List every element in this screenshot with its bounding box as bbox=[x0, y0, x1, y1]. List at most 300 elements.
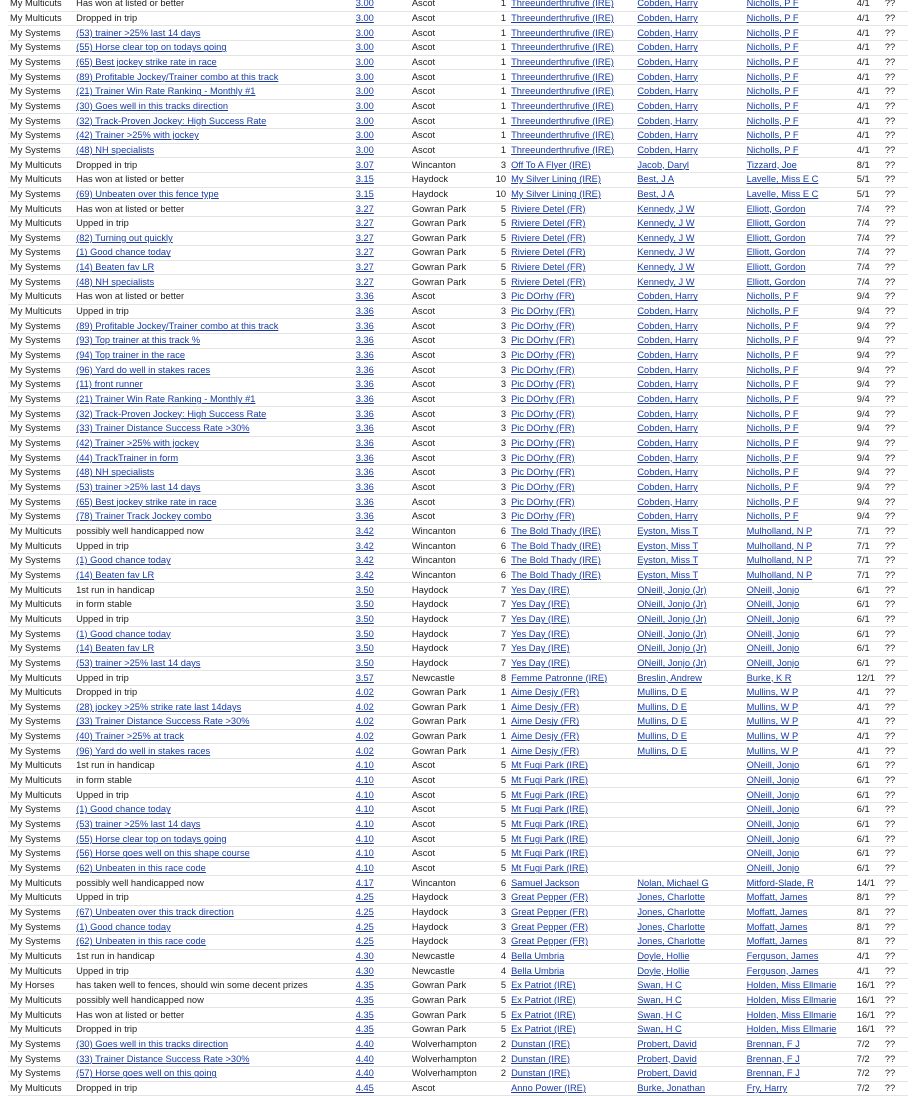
row-trainer-link[interactable]: Nicholls, P F bbox=[746, 335, 799, 346]
row-description-link[interactable]: (48) NH specialists bbox=[76, 144, 155, 155]
row-time-link[interactable]: 3.00 bbox=[355, 86, 374, 97]
row-description-link[interactable]: (62) Unbeaten in this race code bbox=[76, 936, 206, 947]
row-trainer-link[interactable]: Elliott, Gordon bbox=[746, 218, 806, 229]
row-trainer-link[interactable]: Nicholls, P F bbox=[746, 481, 799, 492]
row-time-link[interactable]: 3.15 bbox=[355, 174, 374, 185]
row-time-link[interactable]: 4.10 bbox=[355, 833, 374, 844]
row-horse-link[interactable]: The Bold Thady (IRE) bbox=[511, 525, 601, 536]
row-description-link[interactable]: (42) Trainer >25% with jockey bbox=[76, 438, 199, 449]
row-jockey-link[interactable]: Eyston, Miss T bbox=[637, 540, 699, 551]
row-horse-link[interactable]: Ex Patriot (IRE) bbox=[511, 980, 576, 991]
row-jockey-link[interactable]: Eyston, Miss T bbox=[637, 555, 699, 566]
row-trainer-link[interactable]: Mullins, W P bbox=[746, 687, 799, 698]
row-time-link[interactable]: 4.02 bbox=[355, 731, 374, 742]
row-time-link[interactable]: 4.35 bbox=[355, 1009, 374, 1020]
row-trainer-link[interactable]: Nicholls, P F bbox=[746, 130, 799, 141]
row-description-link[interactable]: (1) Good chance today bbox=[76, 247, 171, 258]
row-trainer-link[interactable]: Nicholls, P F bbox=[746, 27, 799, 38]
row-horse-link[interactable]: Yes Day (IRE) bbox=[511, 628, 570, 639]
row-horse-link[interactable]: Dunstan (IRE) bbox=[511, 1053, 570, 1064]
row-jockey-link[interactable]: ONeill, Jonjo (Jr) bbox=[637, 628, 707, 639]
row-jockey-link[interactable]: Doyle, Hollie bbox=[637, 965, 690, 976]
row-horse-link[interactable]: Pic DOrhy (FR) bbox=[511, 335, 575, 346]
row-trainer-link[interactable]: Nicholls, P F bbox=[746, 438, 799, 449]
row-time-link[interactable]: 3.50 bbox=[355, 584, 374, 595]
row-horse-link[interactable]: Dunstan (IRE) bbox=[511, 1068, 570, 1079]
row-jockey-link[interactable]: Cobden, Harry bbox=[637, 364, 698, 375]
row-time-link[interactable]: 3.00 bbox=[355, 27, 374, 38]
row-description-link[interactable]: (1) Good chance today bbox=[76, 804, 171, 815]
row-jockey-link[interactable]: Cobden, Harry bbox=[637, 130, 698, 141]
row-time-link[interactable]: 3.50 bbox=[355, 643, 374, 654]
row-jockey-link[interactable]: Doyle, Hollie bbox=[637, 950, 690, 961]
row-horse-link[interactable]: Riviere Detel (FR) bbox=[511, 218, 586, 229]
row-trainer-link[interactable]: Elliott, Gordon bbox=[746, 262, 806, 273]
row-trainer-link[interactable]: Tizzard, Joe bbox=[746, 159, 797, 170]
row-time-link[interactable]: 3.27 bbox=[355, 203, 374, 214]
row-time-link[interactable]: 4.02 bbox=[355, 701, 374, 712]
row-jockey-link[interactable]: Cobden, Harry bbox=[637, 394, 698, 405]
row-trainer-link[interactable]: Ferguson, James bbox=[746, 965, 819, 976]
row-jockey-link[interactable]: Mullins, D E bbox=[637, 716, 687, 727]
row-description-link[interactable]: (93) Top trainer at this track % bbox=[76, 335, 200, 346]
row-time-link[interactable]: 3.36 bbox=[355, 408, 374, 419]
row-trainer-link[interactable]: Nicholls, P F bbox=[746, 306, 799, 317]
row-trainer-link[interactable]: Mulholland, N P bbox=[746, 569, 813, 580]
row-trainer-link[interactable]: Nicholls, P F bbox=[746, 71, 799, 82]
row-horse-link[interactable]: Threeunderthrufive (IRE) bbox=[511, 130, 614, 141]
row-time-link[interactable]: 3.00 bbox=[355, 100, 374, 111]
row-horse-link[interactable]: Ex Patriot (IRE) bbox=[511, 1024, 576, 1035]
row-description-link[interactable]: (82) Turning out quickly bbox=[76, 232, 173, 243]
row-horse-link[interactable]: Riviere Detel (FR) bbox=[511, 203, 586, 214]
row-horse-link[interactable]: Pic DOrhy (FR) bbox=[511, 511, 575, 522]
row-time-link[interactable]: 3.42 bbox=[355, 569, 374, 580]
row-jockey-link[interactable]: Kennedy, J W bbox=[637, 232, 695, 243]
row-jockey-link[interactable]: Cobden, Harry bbox=[637, 511, 698, 522]
row-horse-link[interactable]: Mt Fugi Park (IRE) bbox=[511, 789, 589, 800]
row-horse-link[interactable]: Threeunderthrufive (IRE) bbox=[511, 27, 614, 38]
row-description-link[interactable]: (89) Profitable Jockey/Trainer combo at this track bbox=[76, 71, 279, 82]
row-horse-link[interactable]: Pic DOrhy (FR) bbox=[511, 350, 575, 361]
row-jockey-link[interactable]: Cobden, Harry bbox=[637, 452, 698, 463]
row-time-link[interactable]: 3.36 bbox=[355, 511, 374, 522]
row-description-link[interactable]: (30) Goes well in this tracks direction bbox=[76, 100, 229, 111]
row-horse-link[interactable]: My Silver Lining (IRE) bbox=[511, 188, 601, 199]
row-time-link[interactable]: 3.36 bbox=[355, 291, 374, 302]
row-trainer-link[interactable]: Brennan, F J bbox=[746, 1053, 800, 1064]
row-trainer-link[interactable]: Holden, Miss Ellmarie bbox=[746, 980, 837, 991]
row-horse-link[interactable]: Pic DOrhy (FR) bbox=[511, 306, 575, 317]
row-time-link[interactable]: 3.00 bbox=[355, 0, 374, 9]
row-jockey-link[interactable]: Kennedy, J W bbox=[637, 218, 695, 229]
row-jockey-link[interactable]: Nolan, Michael G bbox=[637, 877, 709, 888]
row-jockey-link[interactable]: Cobden, Harry bbox=[637, 12, 698, 23]
row-horse-link[interactable]: Threeunderthrufive (IRE) bbox=[511, 71, 614, 82]
row-trainer-link[interactable]: Brennan, F J bbox=[746, 1038, 800, 1049]
row-horse-link[interactable]: Aime Desjy (FR) bbox=[511, 731, 580, 742]
row-horse-link[interactable]: Threeunderthrufive (IRE) bbox=[511, 12, 614, 23]
row-horse-link[interactable]: Yes Day (IRE) bbox=[511, 643, 570, 654]
row-time-link[interactable]: 4.17 bbox=[355, 877, 374, 888]
row-jockey-link[interactable]: Cobden, Harry bbox=[637, 320, 698, 331]
row-description-link[interactable]: (33) Trainer Distance Success Rate >30% bbox=[76, 1053, 250, 1064]
row-horse-link[interactable]: Pic DOrhy (FR) bbox=[511, 320, 575, 331]
row-description-link[interactable]: (44) TrackTrainer in form bbox=[76, 452, 179, 463]
row-horse-link[interactable]: Riviere Detel (FR) bbox=[511, 232, 586, 243]
row-horse-link[interactable]: The Bold Thady (IRE) bbox=[511, 540, 601, 551]
row-trainer-link[interactable]: ONeill, Jonjo bbox=[746, 599, 800, 610]
row-trainer-link[interactable]: ONeill, Jonjo bbox=[746, 657, 800, 668]
row-time-link[interactable]: 3.07 bbox=[355, 159, 374, 170]
row-jockey-link[interactable]: Swan, H C bbox=[637, 980, 682, 991]
row-horse-link[interactable]: Bella Umbria bbox=[511, 950, 565, 961]
row-description-link[interactable]: (40) Trainer >25% at track bbox=[76, 731, 184, 742]
row-time-link[interactable]: 3.00 bbox=[355, 56, 374, 67]
row-horse-link[interactable]: Yes Day (IRE) bbox=[511, 613, 570, 624]
row-time-link[interactable]: 3.36 bbox=[355, 481, 374, 492]
row-time-link[interactable]: 3.15 bbox=[355, 188, 374, 199]
row-trainer-link[interactable]: Holden, Miss Ellmarie bbox=[746, 1009, 837, 1020]
row-time-link[interactable]: 4.25 bbox=[355, 892, 374, 903]
row-horse-link[interactable]: Pic DOrhy (FR) bbox=[511, 452, 575, 463]
row-horse-link[interactable]: Threeunderthrufive (IRE) bbox=[511, 86, 614, 97]
row-horse-link[interactable]: Off To A Flyer (IRE) bbox=[511, 159, 591, 170]
row-jockey-link[interactable]: Burke, Jonathan bbox=[637, 1082, 706, 1093]
row-jockey-link[interactable]: Cobden, Harry bbox=[637, 379, 698, 390]
row-trainer-link[interactable]: ONeill, Jonjo bbox=[746, 613, 800, 624]
row-time-link[interactable]: 4.45 bbox=[355, 1082, 374, 1093]
row-horse-link[interactable]: Yes Day (IRE) bbox=[511, 657, 570, 668]
row-jockey-link[interactable]: Cobden, Harry bbox=[637, 100, 698, 111]
row-horse-link[interactable]: Mt Fugi Park (IRE) bbox=[511, 775, 589, 786]
row-jockey-link[interactable]: Probert, David bbox=[637, 1038, 697, 1049]
row-time-link[interactable]: 3.36 bbox=[355, 467, 374, 478]
row-description-link[interactable]: (42) Trainer >25% with jockey bbox=[76, 130, 199, 141]
row-jockey-link[interactable]: Cobden, Harry bbox=[637, 71, 698, 82]
row-jockey-link[interactable]: Cobden, Harry bbox=[637, 144, 698, 155]
row-horse-link[interactable]: Pic DOrhy (FR) bbox=[511, 423, 575, 434]
row-trainer-link[interactable]: Brennan, F J bbox=[746, 1068, 800, 1079]
row-horse-link[interactable]: Threeunderthrufive (IRE) bbox=[511, 56, 614, 67]
row-horse-link[interactable]: Great Pepper (FR) bbox=[511, 936, 589, 947]
row-jockey-link[interactable]: Best, J A bbox=[637, 188, 675, 199]
row-jockey-link[interactable]: Cobden, Harry bbox=[637, 467, 698, 478]
row-horse-link[interactable]: Aime Desjy (FR) bbox=[511, 687, 580, 698]
row-horse-link[interactable]: Pic DOrhy (FR) bbox=[511, 394, 575, 405]
row-horse-link[interactable]: Mt Fugi Park (IRE) bbox=[511, 804, 589, 815]
row-horse-link[interactable]: Ex Patriot (IRE) bbox=[511, 1009, 576, 1020]
row-trainer-link[interactable]: Nicholls, P F bbox=[746, 42, 799, 53]
row-trainer-link[interactable]: Nicholls, P F bbox=[746, 0, 799, 9]
row-jockey-link[interactable]: Eyston, Miss T bbox=[637, 569, 699, 580]
row-time-link[interactable]: 3.00 bbox=[355, 144, 374, 155]
row-jockey-link[interactable]: Cobden, Harry bbox=[637, 438, 698, 449]
row-jockey-link[interactable]: Cobden, Harry bbox=[637, 42, 698, 53]
row-time-link[interactable]: 3.50 bbox=[355, 628, 374, 639]
row-horse-link[interactable]: Mt Fugi Park (IRE) bbox=[511, 760, 589, 771]
row-jockey-link[interactable]: Probert, David bbox=[637, 1053, 697, 1064]
row-trainer-link[interactable]: Nicholls, P F bbox=[746, 408, 799, 419]
row-description-link[interactable]: (62) Unbeaten in this race code bbox=[76, 863, 206, 874]
row-trainer-link[interactable]: Nicholls, P F bbox=[746, 144, 799, 155]
row-trainer-link[interactable]: Moffatt, James bbox=[746, 921, 808, 932]
row-trainer-link[interactable]: Lavelle, Miss E C bbox=[746, 188, 819, 199]
row-time-link[interactable]: 3.42 bbox=[355, 540, 374, 551]
row-trainer-link[interactable]: Mullins, W P bbox=[746, 716, 799, 727]
row-description-link[interactable]: (1) Good chance today bbox=[76, 921, 171, 932]
row-horse-link[interactable]: Aime Desjy (FR) bbox=[511, 716, 580, 727]
row-trainer-link[interactable]: Fry, Harry bbox=[746, 1082, 788, 1093]
row-trainer-link[interactable]: Nicholls, P F bbox=[746, 379, 799, 390]
row-jockey-link[interactable]: Cobden, Harry bbox=[637, 423, 698, 434]
row-trainer-link[interactable]: Elliott, Gordon bbox=[746, 232, 806, 243]
row-description-link[interactable]: (53) trainer >25% last 14 days bbox=[76, 657, 201, 668]
row-description-link[interactable]: (65) Best jockey strike rate in race bbox=[76, 56, 217, 67]
row-jockey-link[interactable]: Kennedy, J W bbox=[637, 276, 695, 287]
row-time-link[interactable]: 4.40 bbox=[355, 1068, 374, 1079]
row-horse-link[interactable]: Ex Patriot (IRE) bbox=[511, 994, 576, 1005]
row-time-link[interactable]: 3.42 bbox=[355, 525, 374, 536]
row-time-link[interactable]: 3.36 bbox=[355, 452, 374, 463]
row-description-link[interactable]: (96) Yard do well in stakes races bbox=[76, 745, 211, 756]
row-trainer-link[interactable]: ONeill, Jonjo bbox=[746, 760, 800, 771]
row-trainer-link[interactable]: Ferguson, James bbox=[746, 950, 819, 961]
row-time-link[interactable]: 3.00 bbox=[355, 42, 374, 53]
row-jockey-link[interactable]: Kennedy, J W bbox=[637, 262, 695, 273]
row-trainer-link[interactable]: Holden, Miss Ellmarie bbox=[746, 1024, 837, 1035]
row-horse-link[interactable]: Riviere Detel (FR) bbox=[511, 276, 586, 287]
row-jockey-link[interactable]: Probert, David bbox=[637, 1068, 697, 1079]
row-time-link[interactable]: 4.40 bbox=[355, 1038, 374, 1049]
row-horse-link[interactable]: Mt Fugi Park (IRE) bbox=[511, 833, 589, 844]
row-time-link[interactable]: 4.25 bbox=[355, 936, 374, 947]
row-trainer-link[interactable]: Nicholls, P F bbox=[746, 394, 799, 405]
row-time-link[interactable]: 3.36 bbox=[355, 438, 374, 449]
row-time-link[interactable]: 4.35 bbox=[355, 980, 374, 991]
row-time-link[interactable]: 3.36 bbox=[355, 496, 374, 507]
row-horse-link[interactable]: Riviere Detel (FR) bbox=[511, 247, 586, 258]
row-time-link[interactable]: 3.50 bbox=[355, 613, 374, 624]
row-trainer-link[interactable]: Mullins, W P bbox=[746, 731, 799, 742]
row-time-link[interactable]: 4.10 bbox=[355, 789, 374, 800]
row-time-link[interactable]: 4.30 bbox=[355, 950, 374, 961]
row-jockey-link[interactable]: Cobden, Harry bbox=[637, 496, 698, 507]
row-time-link[interactable]: 3.00 bbox=[355, 71, 374, 82]
row-jockey-link[interactable]: Mullins, D E bbox=[637, 745, 687, 756]
row-jockey-link[interactable]: Swan, H C bbox=[637, 994, 682, 1005]
row-trainer-link[interactable]: Mulholland, N P bbox=[746, 525, 813, 536]
row-trainer-link[interactable]: ONeill, Jonjo bbox=[746, 819, 800, 830]
row-jockey-link[interactable]: Cobden, Harry bbox=[637, 350, 698, 361]
row-horse-link[interactable]: Threeunderthrufive (IRE) bbox=[511, 0, 614, 9]
row-time-link[interactable]: 3.36 bbox=[355, 335, 374, 346]
row-trainer-link[interactable]: Nicholls, P F bbox=[746, 56, 799, 67]
row-description-link[interactable]: (48) NH specialists bbox=[76, 467, 155, 478]
row-description-link[interactable]: (96) Yard do well in stakes races bbox=[76, 364, 211, 375]
row-trainer-link[interactable]: Moffatt, James bbox=[746, 907, 808, 918]
row-jockey-link[interactable]: Mullins, D E bbox=[637, 731, 687, 742]
row-description-link[interactable]: (14) Beaten fav LR bbox=[76, 643, 155, 654]
row-time-link[interactable]: 3.36 bbox=[355, 320, 374, 331]
row-horse-link[interactable]: The Bold Thady (IRE) bbox=[511, 555, 601, 566]
row-horse-link[interactable]: Yes Day (IRE) bbox=[511, 599, 570, 610]
row-jockey-link[interactable]: Kennedy, J W bbox=[637, 203, 695, 214]
row-trainer-link[interactable]: Elliott, Gordon bbox=[746, 203, 806, 214]
row-trainer-link[interactable]: ONeill, Jonjo bbox=[746, 804, 800, 815]
row-jockey-link[interactable]: Cobden, Harry bbox=[637, 0, 698, 9]
row-horse-link[interactable]: Femme Patronne (IRE) bbox=[511, 672, 608, 683]
row-horse-link[interactable]: Pic DOrhy (FR) bbox=[511, 364, 575, 375]
row-time-link[interactable]: 4.02 bbox=[355, 687, 374, 698]
row-horse-link[interactable]: Great Pepper (FR) bbox=[511, 892, 589, 903]
row-jockey-link[interactable]: Best, J A bbox=[637, 174, 675, 185]
row-description-link[interactable]: (53) trainer >25% last 14 days bbox=[76, 819, 201, 830]
row-trainer-link[interactable]: Elliott, Gordon bbox=[746, 247, 806, 258]
row-description-link[interactable]: (33) Trainer Distance Success Rate >30% bbox=[76, 716, 250, 727]
row-trainer-link[interactable]: Moffatt, James bbox=[746, 936, 808, 947]
row-trainer-link[interactable]: ONeill, Jonjo bbox=[746, 628, 800, 639]
row-trainer-link[interactable]: ONeill, Jonjo bbox=[746, 863, 800, 874]
row-trainer-link[interactable]: Lavelle, Miss E C bbox=[746, 174, 819, 185]
row-description-link[interactable]: (32) Track-Proven Jockey: High Success Rate bbox=[76, 408, 267, 419]
row-time-link[interactable]: 3.36 bbox=[355, 364, 374, 375]
row-description-link[interactable]: (89) Profitable Jockey/Trainer combo at this track bbox=[76, 320, 279, 331]
row-jockey-link[interactable]: Cobden, Harry bbox=[637, 335, 698, 346]
row-horse-link[interactable]: Pic DOrhy (FR) bbox=[511, 379, 575, 390]
row-horse-link[interactable]: Pic DOrhy (FR) bbox=[511, 481, 575, 492]
row-jockey-link[interactable]: Jones, Charlotte bbox=[637, 921, 706, 932]
row-time-link[interactable]: 4.35 bbox=[355, 994, 374, 1005]
row-time-link[interactable]: 4.25 bbox=[355, 921, 374, 932]
row-description-link[interactable]: (1) Good chance today bbox=[76, 555, 171, 566]
row-description-link[interactable]: (53) trainer >25% last 14 days bbox=[76, 481, 201, 492]
row-horse-link[interactable]: Pic DOrhy (FR) bbox=[511, 496, 575, 507]
row-trainer-link[interactable]: Nicholls, P F bbox=[746, 511, 799, 522]
row-jockey-link[interactable]: Jones, Charlotte bbox=[637, 936, 706, 947]
row-time-link[interactable]: 3.27 bbox=[355, 262, 374, 273]
row-description-link[interactable]: (55) Horse clear top on todays going bbox=[76, 42, 227, 53]
row-trainer-link[interactable]: Nicholls, P F bbox=[746, 100, 799, 111]
row-time-link[interactable]: 3.50 bbox=[355, 657, 374, 668]
row-horse-link[interactable]: Threeunderthrufive (IRE) bbox=[511, 144, 614, 155]
row-horse-link[interactable]: Pic DOrhy (FR) bbox=[511, 291, 575, 302]
row-time-link[interactable]: 3.36 bbox=[355, 350, 374, 361]
row-jockey-link[interactable]: Cobden, Harry bbox=[637, 291, 698, 302]
row-jockey-link[interactable]: Mullins, D E bbox=[637, 687, 687, 698]
row-time-link[interactable]: 4.10 bbox=[355, 863, 374, 874]
row-time-link[interactable]: 4.10 bbox=[355, 775, 374, 786]
row-description-link[interactable]: (69) Unbeaten over this fence type bbox=[76, 188, 219, 199]
row-trainer-link[interactable]: ONeill, Jonjo bbox=[746, 775, 800, 786]
row-trainer-link[interactable]: Nicholls, P F bbox=[746, 467, 799, 478]
row-trainer-link[interactable]: ONeill, Jonjo bbox=[746, 833, 800, 844]
row-horse-link[interactable]: Aime Desjy (FR) bbox=[511, 745, 580, 756]
row-time-link[interactable]: 3.36 bbox=[355, 394, 374, 405]
row-jockey-link[interactable]: Cobden, Harry bbox=[637, 27, 698, 38]
row-description-link[interactable]: (21) Trainer Win Rate Ranking - Monthly #1 bbox=[76, 394, 256, 405]
row-jockey-link[interactable]: Eyston, Miss T bbox=[637, 525, 699, 536]
row-horse-link[interactable]: Great Pepper (FR) bbox=[511, 921, 589, 932]
row-trainer-link[interactable]: Nicholls, P F bbox=[746, 423, 799, 434]
row-trainer-link[interactable]: ONeill, Jonjo bbox=[746, 789, 800, 800]
row-jockey-link[interactable]: ONeill, Jonjo (Jr) bbox=[637, 643, 707, 654]
row-jockey-link[interactable]: Kennedy, J W bbox=[637, 247, 695, 258]
row-horse-link[interactable]: Pic DOrhy (FR) bbox=[511, 467, 575, 478]
row-trainer-link[interactable]: Mulholland, N P bbox=[746, 555, 813, 566]
row-jockey-link[interactable]: Cobden, Harry bbox=[637, 56, 698, 67]
row-jockey-link[interactable]: Breslin, Andrew bbox=[637, 672, 702, 683]
row-time-link[interactable]: 4.10 bbox=[355, 848, 374, 859]
row-time-link[interactable]: 4.30 bbox=[355, 965, 374, 976]
row-horse-link[interactable]: Threeunderthrufive (IRE) bbox=[511, 100, 614, 111]
row-jockey-link[interactable]: Cobden, Harry bbox=[637, 408, 698, 419]
row-time-link[interactable]: 3.27 bbox=[355, 232, 374, 243]
row-time-link[interactable]: 3.57 bbox=[355, 672, 374, 683]
row-horse-link[interactable]: Pic DOrhy (FR) bbox=[511, 438, 575, 449]
row-description-link[interactable]: (55) Horse clear top on todays going bbox=[76, 833, 227, 844]
row-time-link[interactable]: 3.36 bbox=[355, 423, 374, 434]
row-trainer-link[interactable]: Nicholls, P F bbox=[746, 320, 799, 331]
row-jockey-link[interactable]: Mullins, D E bbox=[637, 701, 687, 712]
row-description-link[interactable]: (65) Best jockey strike rate in race bbox=[76, 496, 217, 507]
row-horse-link[interactable]: Mt Fugi Park (IRE) bbox=[511, 863, 589, 874]
row-description-link[interactable]: (28) jockey >25% strike rate last 14days bbox=[76, 701, 242, 712]
row-time-link[interactable]: 3.42 bbox=[355, 555, 374, 566]
row-trainer-link[interactable]: Mullins, W P bbox=[746, 701, 799, 712]
row-trainer-link[interactable]: Nicholls, P F bbox=[746, 496, 799, 507]
row-time-link[interactable]: 4.10 bbox=[355, 804, 374, 815]
row-jockey-link[interactable]: Jones, Charlotte bbox=[637, 907, 706, 918]
row-description-link[interactable]: (33) Trainer Distance Success Rate >30% bbox=[76, 423, 250, 434]
row-description-link[interactable]: (14) Beaten fav LR bbox=[76, 262, 155, 273]
row-jockey-link[interactable]: Cobden, Harry bbox=[637, 481, 698, 492]
row-trainer-link[interactable]: Burke, K R bbox=[746, 672, 792, 683]
row-description-link[interactable]: (78) Trainer Track Jockey combo bbox=[76, 511, 212, 522]
row-horse-link[interactable]: Aime Desjy (FR) bbox=[511, 701, 580, 712]
row-description-link[interactable]: (11) front runner bbox=[76, 379, 143, 390]
row-trainer-link[interactable]: Mitford-Slade, R bbox=[746, 877, 814, 888]
row-trainer-link[interactable]: Elliott, Gordon bbox=[746, 276, 806, 287]
row-time-link[interactable]: 4.40 bbox=[355, 1053, 374, 1064]
row-trainer-link[interactable]: Nicholls, P F bbox=[746, 115, 799, 126]
row-time-link[interactable]: 4.25 bbox=[355, 907, 374, 918]
row-time-link[interactable]: 3.00 bbox=[355, 130, 374, 141]
row-trainer-link[interactable]: Nicholls, P F bbox=[746, 86, 799, 97]
row-time-link[interactable]: 4.02 bbox=[355, 716, 374, 727]
row-time-link[interactable]: 3.50 bbox=[355, 599, 374, 610]
row-horse-link[interactable]: Riviere Detel (FR) bbox=[511, 262, 586, 273]
row-time-link[interactable]: 3.27 bbox=[355, 247, 374, 258]
row-horse-link[interactable]: Threeunderthrufive (IRE) bbox=[511, 42, 614, 53]
row-description-link[interactable]: (67) Unbeaten over this track direction bbox=[76, 907, 234, 918]
row-time-link[interactable]: 3.36 bbox=[355, 306, 374, 317]
row-description-link[interactable]: (21) Trainer Win Rate Ranking - Monthly #1 bbox=[76, 86, 256, 97]
row-trainer-link[interactable]: ONeill, Jonjo bbox=[746, 848, 800, 859]
row-time-link[interactable]: 4.10 bbox=[355, 760, 374, 771]
row-trainer-link[interactable]: Holden, Miss Ellmarie bbox=[746, 994, 837, 1005]
row-jockey-link[interactable]: Cobden, Harry bbox=[637, 86, 698, 97]
row-horse-link[interactable]: Pic DOrhy (FR) bbox=[511, 408, 575, 419]
row-description-link[interactable]: (48) NH specialists bbox=[76, 276, 155, 287]
row-trainer-link[interactable]: Moffatt, James bbox=[746, 892, 808, 903]
row-jockey-link[interactable]: Swan, H C bbox=[637, 1024, 682, 1035]
row-trainer-link[interactable]: Nicholls, P F bbox=[746, 350, 799, 361]
row-time-link[interactable]: 3.00 bbox=[355, 115, 374, 126]
row-horse-link[interactable]: Anno Power (IRE) bbox=[511, 1082, 586, 1093]
row-time-link[interactable]: 3.00 bbox=[355, 12, 374, 23]
row-description-link[interactable]: (14) Beaten fav LR bbox=[76, 569, 155, 580]
